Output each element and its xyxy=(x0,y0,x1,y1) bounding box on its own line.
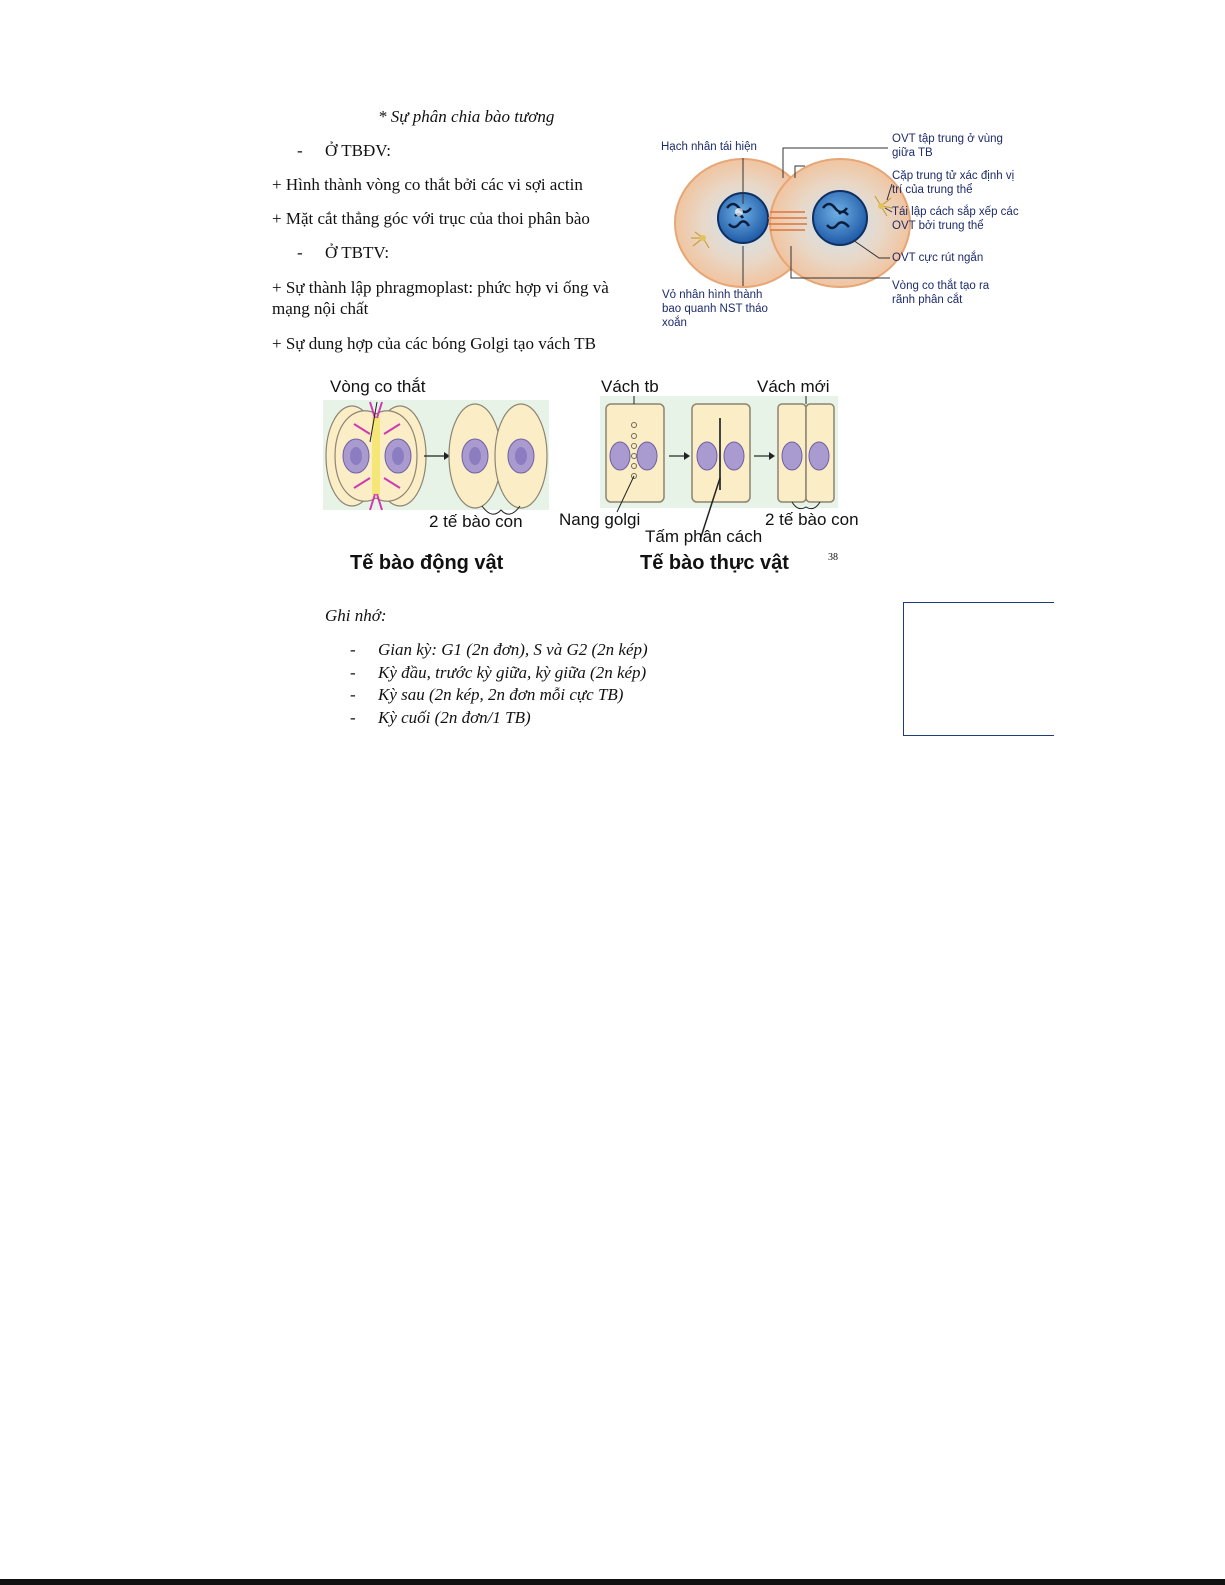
animal-cell-heading: Ở TBĐV: xyxy=(325,141,391,160)
right-nucleus xyxy=(813,191,867,245)
label-golgi: Nang golgi xyxy=(559,510,641,529)
label-plant-daughters: 2 tế bào con xyxy=(765,510,859,529)
label-ring: Vòng co thắt tạo ra rãnh phân cắt xyxy=(892,280,990,306)
label-centriole: Cặp trung tử xác định vị trí của trung thể xyxy=(892,170,1015,196)
plant-point-1-cont: mạng nội chất xyxy=(272,299,369,318)
label-rearrange: Tái lập cách sắp xếp các OVT bởi trung thể xyxy=(892,206,1019,232)
animal-point-1: + Hình thành vòng co thắt bởi các vi sợi actin xyxy=(272,175,583,194)
label-animal-daughters: 2 tế bào con xyxy=(429,512,523,531)
plant-cell-heading: Ở TBTV: xyxy=(325,243,390,262)
page-bottom-border xyxy=(0,1579,1225,1585)
cytokinesis-figure xyxy=(320,372,880,582)
label-ovt-mid: OVT tập trung ở vùng giữa TB xyxy=(892,133,1003,159)
animal-point-2: + Mặt cắt thẳng góc với trục của thoi phân bào xyxy=(272,209,590,228)
title-plant-cell: Tế bào thực vật xyxy=(640,552,789,574)
title-animal-cell: Tế bào động vật xyxy=(350,552,504,574)
telophase-figure xyxy=(655,128,1025,338)
cytokinesis-illustration xyxy=(320,372,880,582)
bullet-dash: - xyxy=(297,243,303,262)
section-heading: * Sự phân chia bào tương xyxy=(378,107,555,126)
slide-number: 38 xyxy=(828,552,838,563)
note-box xyxy=(903,602,1054,736)
label-ring-animal: Vòng co thắt xyxy=(330,377,426,396)
label-cell-plate: Tấm phân cách xyxy=(645,527,763,546)
bullet-dash: - xyxy=(297,141,303,160)
plant-point-1: + Sự thành lập phragmoplast: phức hợp vi ống và xyxy=(272,278,609,297)
label-nucleolus: Hạch nhân tái hiện xyxy=(661,141,757,153)
label-envelope: Vỏ nhân hình thành bao quanh NST tháo xoắn xyxy=(662,289,768,329)
label-cell-wall: Vách tb xyxy=(601,377,659,396)
plant-point-2: + Sự dung hợp của các bóng Golgi tạo vách TB xyxy=(272,334,596,353)
label-ovt-short: OVT cực rút ngắn xyxy=(892,252,984,264)
label-new-wall: Vách mới xyxy=(757,377,830,396)
memo-title: Ghi nhớ: xyxy=(325,606,387,625)
